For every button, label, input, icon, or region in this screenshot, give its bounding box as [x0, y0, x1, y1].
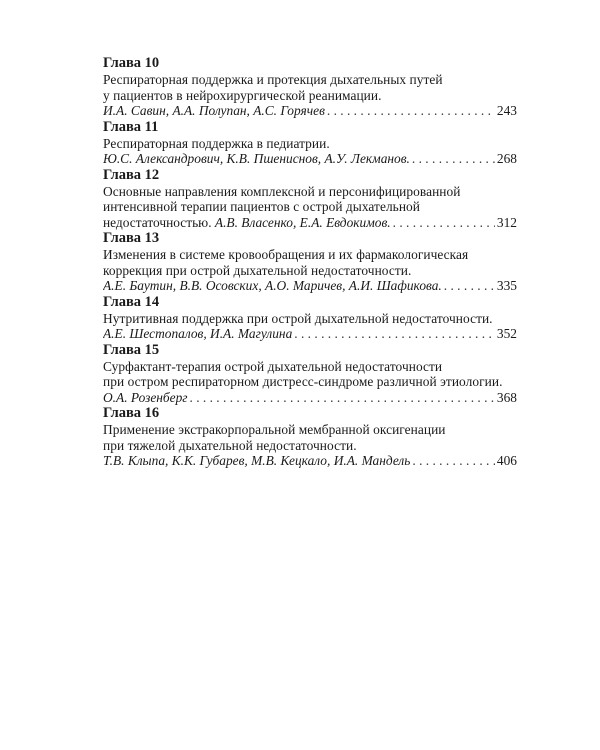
toc-entry[interactable]	[103, 119, 517, 167]
dot-leader	[327, 103, 495, 119]
chapter-authors: А.Е. Шестопалов, И.А. Магулина	[103, 326, 293, 341]
chapter-authors: О.А. Розенберг	[103, 389, 188, 405]
chapter-title-line: Сурфактант-терапия острой дыхательной недостаточности	[103, 358, 443, 374]
chapter-title-line: Применение экстракорпоральной мембранной оксигенации	[103, 422, 446, 437]
dot-leader	[294, 326, 495, 342]
chapter-heading: Глава 10	[103, 55, 160, 71]
chapter-authors: А.Е. Баутин, В.В. Осовских, А.О. Маричев, А.И. Шафикова.	[103, 278, 442, 293]
chapter-title-line: коррекция при острой дыхательной недостаточности.	[103, 262, 412, 278]
dot-leader	[412, 453, 495, 469]
chapter-title-line: при тяжелой дыхательной недостаточности.	[103, 437, 357, 453]
chapter-title-tail: недостаточностью.	[103, 214, 215, 230]
chapter-title-line: Респираторная поддержка в педиатрии.	[103, 135, 330, 151]
dot-leader	[444, 278, 495, 294]
chapter-authors: Ю.С. Александрович, К.В. Пшениснов, А.У. Лекманов.	[103, 151, 410, 166]
chapter-author-line	[103, 103, 517, 119]
author-text	[103, 278, 442, 294]
chapter-heading: Глава 16	[103, 405, 160, 421]
table-of-contents	[103, 55, 517, 469]
page-number[interactable]: 335	[496, 278, 517, 293]
toc-entry[interactable]	[103, 167, 517, 231]
chapter-title-line: Изменения в системе кровообращения и их фармакологическая	[103, 247, 469, 262]
chapter-title-line: при остром респираторном дистресс-синдроме различной этиологии.	[103, 374, 503, 389]
dot-leader	[412, 151, 495, 167]
chapter-author-line	[103, 215, 517, 231]
chapter-author-line	[103, 453, 517, 469]
toc-entry[interactable]	[103, 55, 517, 119]
dot-leader	[190, 390, 495, 406]
chapter-heading: Глава 15	[103, 341, 160, 358]
dot-leader	[393, 215, 495, 231]
chapter-author-line	[103, 151, 517, 167]
chapter-authors: Т.В. Клыпа, К.К. Губарев, М.В. Кецкало, И.А. Мандель	[103, 453, 411, 468]
chapter-author-line	[103, 326, 517, 342]
chapter-heading: Глава 14	[103, 293, 160, 310]
page-number[interactable]: 268	[496, 151, 517, 166]
chapter-title-line: Нутритивная поддержка при острой дыхательной недостаточности.	[103, 310, 493, 326]
chapter-title-line: Респираторная поддержка и протекция дыхательных путей	[103, 72, 443, 87]
chapter-authors: А.В. Власенко, Е.А. Евдокимов.	[214, 214, 391, 230]
page-number[interactable]: 368	[496, 389, 517, 405]
toc-entry[interactable]	[103, 405, 517, 469]
chapter-title-line: Основные направления комплексной и персонифицированной	[103, 183, 461, 199]
chapter-heading: Глава 12	[103, 166, 160, 183]
chapter-heading: Глава 13	[103, 230, 160, 246]
author-text	[103, 326, 292, 342]
author-text	[103, 215, 391, 231]
author-text	[103, 151, 410, 167]
toc-entry[interactable]	[103, 342, 517, 406]
page-number[interactable]: 352	[496, 326, 517, 341]
chapter-author-line	[103, 278, 517, 294]
author-text	[103, 453, 410, 469]
author-text	[103, 390, 188, 406]
chapter-author-line	[103, 390, 517, 406]
page-number[interactable]: 312	[496, 214, 517, 230]
toc-entry[interactable]	[103, 230, 517, 294]
chapter-title-line: интенсивной терапии пациентов с острой дыхательной	[103, 199, 421, 214]
chapter-authors: И.А. Савин, А.А. Полупан, А.С. Горячев	[103, 103, 325, 118]
page-number[interactable]: 406	[496, 453, 517, 468]
author-text	[103, 103, 325, 119]
page-number[interactable]: 243	[496, 103, 517, 118]
toc-entry[interactable]	[103, 294, 517, 342]
chapter-heading: Глава 11	[103, 118, 159, 135]
chapter-title-line: у пациентов в нейрохирургической реанимации.	[103, 87, 382, 103]
